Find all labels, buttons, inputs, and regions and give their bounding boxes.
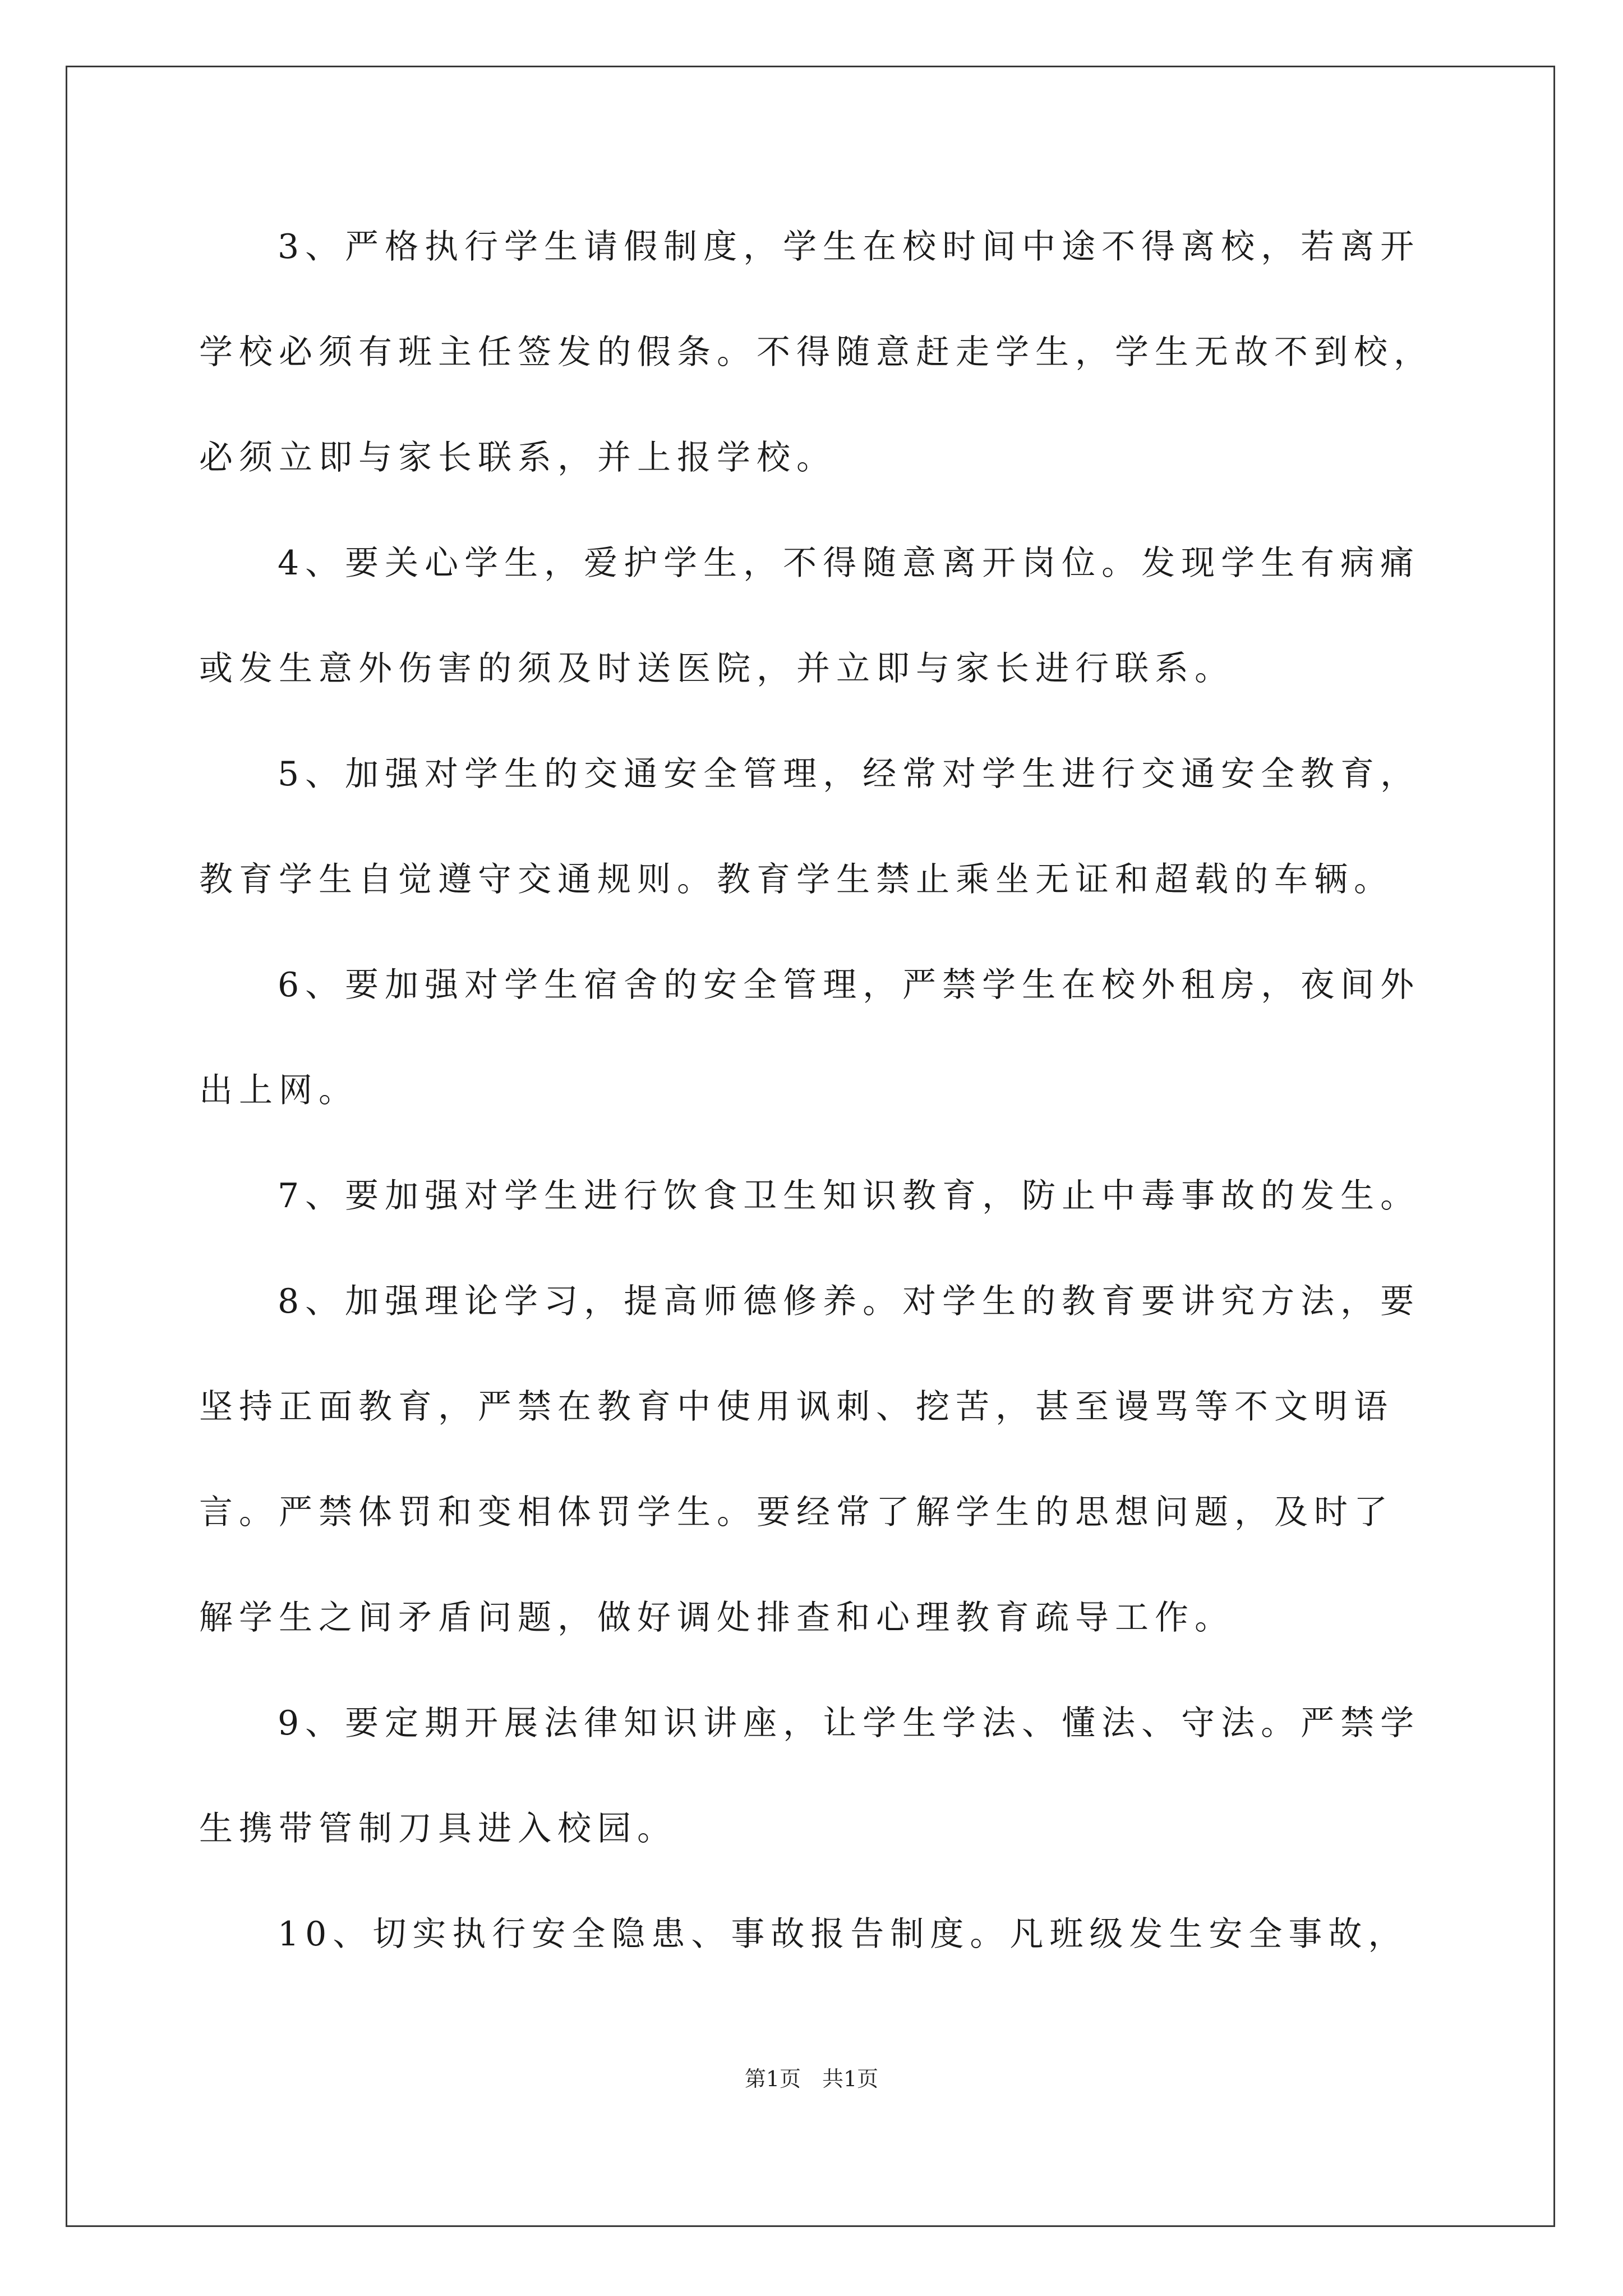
text-line: 教育学生自觉遵守交通规则。教育学生禁止乘坐无证和超载的车辆。 <box>199 860 1394 899</box>
text-line: 7、要加强对学生进行饮食卫生知识教育，防止中毒事故的发生。 <box>278 1176 1421 1216</box>
paragraph-8 <box>199 1271 1427 1692</box>
paragraph-7 <box>199 1165 1427 1271</box>
text-line: 或发生意外伤害的须及时送医院，并立即与家长进行联系。 <box>199 649 1234 688</box>
paragraph-6 <box>199 954 1427 1165</box>
paragraph-5 <box>199 743 1427 954</box>
text-line: 必须立即与家长联系，并上报学校。 <box>199 438 836 477</box>
text-line: 5、加强对学生的交通安全管理，经常对学生进行交通安全教育， <box>278 754 1421 794</box>
text-line: 学校必须有班主任签发的假条。不得随意赶走学生，学生无故不到校， <box>199 333 1433 372</box>
text-line: 9、要定期开展法律知识讲座，让学生学法、懂法、守法。严禁学 <box>278 1704 1421 1743</box>
paragraph-10 <box>199 1903 1427 2009</box>
text-line: 解学生之间矛盾问题，做好调处排查和心理教育疏导工作。 <box>199 1598 1234 1637</box>
text-line: 4、要关心学生，爱护学生，不得随意离开岗位。发现学生有病痛 <box>278 544 1421 583</box>
paragraph-9 <box>199 1692 1427 1903</box>
document-body <box>199 216 1433 2009</box>
text-line: 10、切实执行安全隐患、事故报告制度。凡班级发生安全事故， <box>278 1915 1408 1954</box>
text-line: 坚持正面教育，严禁在教育中使用讽刺、挖苦，甚至谩骂等不文明语 <box>199 1387 1394 1427</box>
text-line: 出上网。 <box>199 1071 358 1110</box>
text-line: 3、严格执行学生请假制度，学生在校时间中途不得离校，若离开 <box>278 227 1421 266</box>
paragraph-3 <box>199 216 1433 532</box>
text-line: 8、加强理论学习，提高师德修养。对学生的教育要讲究方法，要 <box>278 1282 1421 1321</box>
text-line: 言。严禁体罚和变相体罚学生。要经常了解学生的思想问题，及时了 <box>199 1493 1394 1532</box>
text-line: 生携带管制刀具进入校园。 <box>199 1809 677 1848</box>
text-line: 6、要加强对学生宿舍的安全管理，严禁学生在校外租房，夜间外 <box>278 965 1421 1005</box>
paragraph-4 <box>199 532 1427 743</box>
page-number-footer: 第1页 共1页 <box>744 2067 879 2091</box>
